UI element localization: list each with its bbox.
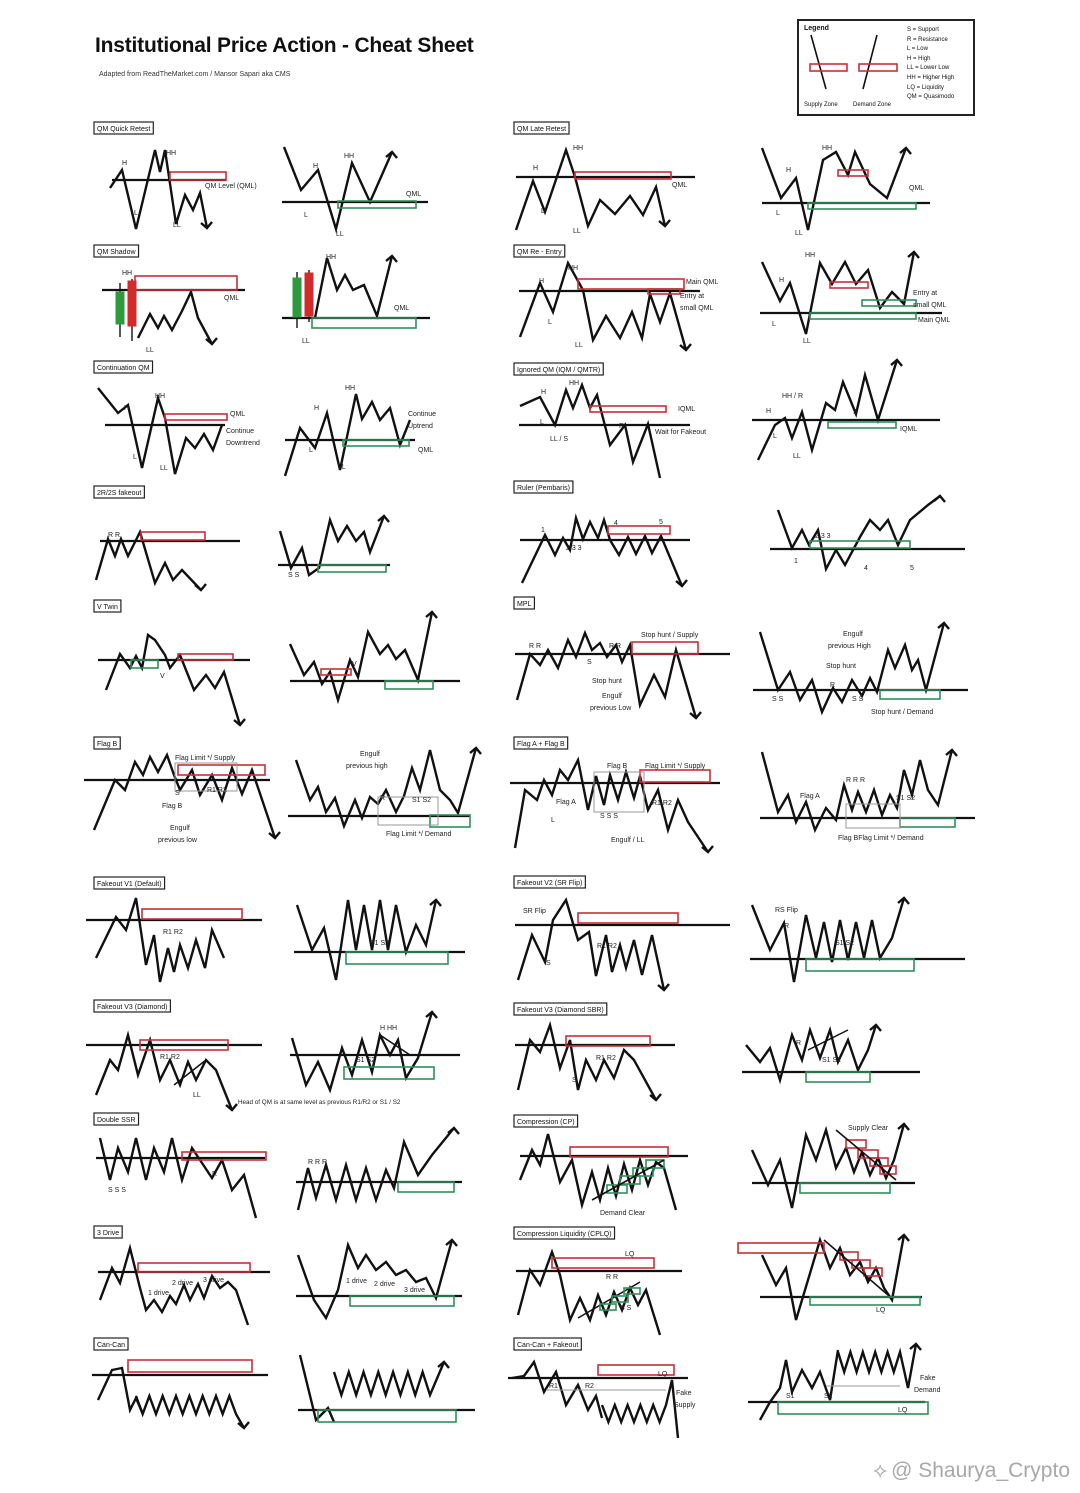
- diagram-label: H: [779, 277, 785, 284]
- price-path: [760, 1350, 838, 1420]
- price-path: [522, 518, 682, 586]
- diagram-label: previous high: [346, 763, 388, 770]
- legend-item: LQ = Liquidity: [907, 84, 944, 91]
- diagram-label: S: [853, 409, 858, 416]
- diagram-label: Stop hunt / Demand: [871, 709, 934, 716]
- section-label: V Twin: [97, 604, 118, 611]
- price-path: [96, 898, 224, 982]
- demand-zone: [312, 318, 416, 328]
- demand-zone: [880, 690, 940, 699]
- diagram-label: S: [175, 790, 180, 797]
- supply-zone: [552, 1258, 654, 1268]
- supply-zone: [128, 1360, 252, 1372]
- diagram-label: Entry at: [913, 290, 938, 297]
- diagram-label: IQML: [900, 426, 918, 433]
- section-label: QM Shadow: [97, 249, 136, 256]
- section-label: Fakeout V3 (Diamond): [97, 1004, 168, 1011]
- legend-item: LL = Lower Low: [907, 65, 950, 72]
- section-label: Fakeout V2 (SR Flip): [517, 880, 583, 887]
- price-path: [280, 516, 384, 575]
- diagram-label: HH: [166, 150, 177, 157]
- section-label: Ruler (Pembaris): [517, 485, 570, 492]
- supply-zone: [165, 414, 227, 420]
- supply-zone: [608, 526, 670, 534]
- diagram-label: LL: [146, 347, 154, 354]
- supply-zone: [142, 909, 242, 919]
- diagram-label: HH: [568, 265, 579, 272]
- diagram-label: R1 R2: [163, 929, 183, 936]
- demand-zone: [862, 300, 916, 306]
- diagram-label: L: [541, 208, 545, 215]
- diagram-label: small QML: [680, 305, 714, 312]
- diagram-label: R: [619, 423, 625, 430]
- diagram-label: LQ: [625, 1251, 635, 1258]
- price-path: [334, 1362, 444, 1395]
- diagram-label: 3 drive: [203, 1277, 225, 1284]
- section-label: Ignored QM (IQM / QMTR): [517, 367, 601, 374]
- price-path: [100, 1138, 256, 1218]
- diagram-label: Continue: [408, 411, 437, 418]
- section-label: Can-Can + Fakeout: [517, 1342, 579, 1349]
- diagram-label: LQ: [658, 1371, 668, 1378]
- diagram-label: R R: [606, 1274, 619, 1281]
- diagram-label: small QML: [913, 302, 947, 309]
- section-label: 3 Drive: [97, 1230, 120, 1237]
- price-path: [762, 148, 906, 230]
- diagram-label: Flag B: [607, 763, 628, 770]
- diagram-label: Flag A: [556, 799, 576, 806]
- diagram-label: H: [314, 405, 320, 412]
- section-label: Flag A + Flag B: [517, 741, 565, 748]
- diagram-label: HH: [345, 385, 356, 392]
- trend-line: [592, 1160, 664, 1200]
- section-label: Fakeout V3 (Diamond SBR): [517, 1007, 604, 1014]
- diagram-label: QML: [418, 447, 434, 454]
- diagram-label: H: [541, 389, 547, 396]
- diagram-label: L: [133, 454, 137, 461]
- diagram-label: Uptrend: [408, 423, 433, 430]
- diagram-label: L: [134, 210, 138, 217]
- diagram-label: Flag Limit */ Demand: [386, 831, 452, 838]
- diagram-label: previous low: [158, 837, 197, 844]
- supply-zone: [578, 279, 684, 289]
- diagram-label: QML: [224, 295, 240, 302]
- diagram-label: Flag B: [162, 803, 183, 810]
- legend-demand-label: Demand Zone: [853, 102, 892, 108]
- price-path: [106, 635, 240, 725]
- section-label: 2R/2S fakeout: [97, 490, 142, 497]
- diagram-label: LQ: [898, 1407, 908, 1414]
- diagram-label: S: [587, 659, 592, 666]
- supply-zone: [578, 913, 678, 923]
- diagram-label: HH: [805, 252, 816, 259]
- demand-zone: [806, 1072, 870, 1082]
- diagram-label: previous High: [828, 643, 871, 650]
- diagram-label: 2 drive: [374, 1281, 396, 1288]
- diagram-label: Flag Limit */ Supply: [175, 755, 236, 762]
- supply-zone: [170, 172, 226, 180]
- binance-diamond-icon: ⟡: [873, 1459, 888, 1482]
- diagram-label: S S: [620, 1305, 632, 1312]
- diagram-label: HH: [344, 153, 355, 160]
- diagram-label: LL: [803, 338, 811, 345]
- diagram-label: H: [122, 160, 128, 167]
- price-path: [520, 263, 686, 350]
- diagram-label: LL: [573, 228, 581, 235]
- diagram-label: S2: [824, 1393, 833, 1400]
- diagram-label: L: [551, 817, 555, 824]
- diagram-label: S S S: [600, 813, 618, 820]
- legend-title: Legend: [804, 25, 829, 32]
- diagram-label: H: [124, 405, 130, 412]
- diagram-label: L: [309, 447, 313, 454]
- section-label: Flag B: [97, 741, 118, 748]
- diagram-label: Supply Clear: [848, 1125, 889, 1132]
- bull-candle: [293, 278, 301, 317]
- supply-zone: [632, 642, 698, 654]
- diagram-label: S1 S2: [835, 940, 855, 947]
- diagram-label: L: [773, 433, 777, 440]
- diagram-label: S1: [786, 1393, 795, 1400]
- diagram-label: Engulf: [602, 693, 622, 700]
- price-path: [762, 252, 914, 334]
- flag-limit-box: [846, 804, 900, 828]
- diagram-label: IQML: [678, 406, 696, 413]
- diagram-label: S: [546, 960, 551, 967]
- section-label: QM Re - Entry: [517, 249, 562, 256]
- diagram-label: Demand: [914, 1387, 941, 1394]
- diagram-label: 1: [794, 558, 798, 565]
- diagram-label: R: [796, 1040, 802, 1047]
- diagram-label: S1 S2: [412, 797, 432, 804]
- demand-zone: [800, 1183, 890, 1193]
- diagram-label: Engulf: [170, 825, 190, 832]
- diagram-label: 4: [614, 520, 618, 527]
- section-label: Fakeout V1 (Default): [97, 881, 162, 888]
- diagram-label: HH: [822, 145, 833, 152]
- section-label: Double SSR: [97, 1117, 136, 1124]
- diagram-label: L: [776, 210, 780, 217]
- price-path: [778, 496, 940, 569]
- legend-item: L = Low: [907, 46, 928, 53]
- demand-zone: [398, 1182, 454, 1192]
- diagram-label: 5: [659, 519, 663, 526]
- diagram-label: S S: [772, 696, 784, 703]
- price-path: [284, 147, 392, 229]
- diagram-label: R R R: [308, 1159, 328, 1166]
- diagram-label: HH: [573, 145, 584, 152]
- price-path: [520, 385, 660, 478]
- section-label: Can-Can: [97, 1342, 126, 1349]
- price-path: [838, 1344, 916, 1388]
- diagram-label: H: [766, 408, 772, 415]
- diagram-label: 4: [864, 565, 868, 572]
- diagram-label: L: [772, 321, 776, 328]
- diagram-label: Continue: [226, 428, 255, 435]
- diagram-label: R R: [529, 643, 542, 650]
- diagram-label: H: [539, 278, 545, 285]
- diagram-label: R1 R2: [652, 800, 672, 807]
- trend-line: [836, 1130, 896, 1180]
- diagram-label: H: [313, 163, 319, 170]
- diagram-label: 1 drive: [148, 1290, 170, 1297]
- diagram-label: QML: [394, 305, 410, 312]
- diagram-label: LL / S: [550, 436, 569, 443]
- arrow-down-icon: [702, 846, 713, 852]
- legend-item: H = High: [907, 55, 931, 62]
- diagram-label: Fake: [676, 1390, 692, 1397]
- diagram-label: HH: [122, 270, 133, 277]
- price-path: [98, 388, 222, 474]
- diagram-label: Main QML: [686, 279, 719, 286]
- page-subtitle: Adapted from ReadTheMarket.com / Mansor Sapari aka CMS: [99, 71, 291, 78]
- supply-zone: [135, 276, 237, 290]
- supply-zone: [830, 282, 868, 288]
- section-label: MPL: [517, 601, 532, 608]
- diagram-label: R1 R2: [160, 1054, 180, 1061]
- diagram-label: HH / R: [782, 393, 803, 400]
- diagram-label: LL: [795, 230, 803, 237]
- diagram-label: Downtrend: [226, 440, 260, 447]
- section-label: QM Quick Retest: [97, 126, 151, 133]
- demand-zone: [806, 959, 914, 971]
- diagram-label: 3 drive: [404, 1287, 426, 1294]
- diagram-label: S1 S2: [822, 1057, 842, 1064]
- diagram-label: S S: [852, 696, 864, 703]
- supply-zone: [138, 1263, 250, 1272]
- diagram-label: Engulf / LL: [611, 837, 645, 844]
- legend-item: R = Resistance: [907, 36, 948, 43]
- diagram-label: R1: [549, 1383, 558, 1390]
- price-path: [297, 900, 436, 980]
- watermark: [873, 1459, 1070, 1483]
- diagram-label: H HH: [380, 1025, 398, 1032]
- legend-item: QM = Quasimodo: [907, 94, 955, 101]
- diagram-label: L: [304, 212, 308, 219]
- diagram-label: LL: [338, 464, 346, 471]
- price-path: [138, 292, 212, 344]
- diagram-label: R1 R2: [597, 943, 617, 950]
- arrow-up-icon: [448, 1128, 459, 1134]
- diagram-label: Entry at: [680, 293, 705, 300]
- diagram-label: Head of QM is at same level as previous R1/R2 or S1 / S2: [238, 1099, 401, 1106]
- diagram-label: LQ: [876, 1307, 886, 1314]
- supply-zone: [141, 532, 205, 540]
- section-label: QM Late Retest: [517, 126, 567, 133]
- bear-candle: [305, 273, 313, 316]
- diagram-label: Main QML: [918, 317, 951, 324]
- diagram-label: V: [160, 673, 165, 680]
- diagram-label: HH: [569, 380, 580, 387]
- diagram-label: 5: [910, 565, 914, 572]
- diagram-label: R: [212, 1171, 218, 1178]
- price-path: [516, 150, 665, 230]
- diagram-label: SR Flip: [523, 908, 546, 915]
- price-path: [300, 1355, 334, 1422]
- diagram-label: RS Flip: [775, 907, 798, 914]
- diagram-label: S: [572, 1077, 577, 1084]
- arrow-up-icon: [934, 496, 945, 502]
- supply-zone: [640, 770, 710, 782]
- demand-zone: [810, 1297, 920, 1305]
- diagram-label: QML: [672, 182, 688, 189]
- legend-supply-label: Supply Zone: [804, 102, 838, 108]
- diagram-label: Supply: [674, 1402, 696, 1409]
- demand-zone: [346, 952, 448, 964]
- demand-zone: [350, 1296, 454, 1306]
- diagram-label: S S: [288, 572, 300, 579]
- diagram-label: QML: [230, 411, 246, 418]
- diagram-label: H: [786, 167, 792, 174]
- diagram-label: QM Level (QML): [205, 183, 257, 190]
- demand-zone: [900, 818, 955, 827]
- diagram-label: LL: [793, 453, 801, 460]
- watermark-text: @ Shaurya_Crypto: [891, 1459, 1070, 1482]
- diagram-label: L: [548, 319, 552, 326]
- legend-item: HH = Higher High: [907, 74, 955, 81]
- demand-zone: [344, 1067, 434, 1079]
- diagram-label: Stop hunt / Supply: [641, 632, 699, 639]
- diagram-label: L: [540, 419, 544, 426]
- price-path: [96, 1035, 232, 1110]
- demand-zone: [385, 681, 433, 689]
- diagram-label: Stop hunt: [592, 678, 622, 685]
- diagram-label: LL: [193, 1092, 201, 1099]
- diagram-label: R: [784, 923, 790, 930]
- bull-candle: [116, 292, 124, 324]
- price-path: [290, 612, 432, 700]
- diagram-label: 1 drive: [346, 1278, 368, 1285]
- diagram-label: LL: [160, 465, 168, 472]
- price-path: [136, 1396, 244, 1428]
- price-path: [315, 256, 392, 318]
- diagram-label: QML: [909, 185, 925, 192]
- diagram-label: 2 3 3: [566, 545, 582, 552]
- demand-zone: [810, 541, 910, 548]
- diagram-label: Engulf: [360, 751, 380, 758]
- diagram-label: HH: [155, 393, 166, 400]
- diagram-label: previous Low: [590, 705, 632, 712]
- diagram-label: LL: [336, 231, 344, 238]
- diagram-label: Wait for Fakeout: [655, 429, 707, 436]
- diagram-label: R: [830, 682, 836, 689]
- price-path: [285, 394, 410, 476]
- price-path: [298, 1128, 454, 1210]
- section-label: Continuation QM: [97, 365, 150, 372]
- diagram-label: 1: [541, 527, 545, 534]
- diagram-label: Flag Limit */ Supply: [645, 763, 706, 770]
- diagram-label: 2 3 3: [815, 533, 831, 540]
- diagram-label: LL: [173, 222, 181, 229]
- diagram-label: Demand Clear: [600, 1210, 646, 1217]
- diagram-label: H: [533, 165, 539, 172]
- arrow-down-icon: [195, 584, 206, 590]
- diagram-label: S1 S2: [896, 795, 916, 802]
- diagram-label: R1 R2: [596, 1055, 616, 1062]
- demand-zone: [131, 660, 158, 668]
- diagram-label: QML: [406, 191, 422, 198]
- diagram-label: LL: [575, 342, 583, 349]
- diagram-label: 2 drive: [172, 1280, 194, 1287]
- page-title: Institutional Price Action - Cheat Sheet: [95, 34, 474, 57]
- diagram-label: Engulf: [843, 631, 863, 638]
- demand-zone: [318, 1410, 456, 1422]
- price-path: [758, 360, 897, 460]
- section-label: Compression (CP): [517, 1119, 575, 1126]
- diagram-label: R R: [609, 643, 622, 650]
- diagram-label: R: [380, 795, 386, 802]
- section-label: Compression Liquidity (CPLQ): [517, 1231, 612, 1238]
- diagram-label: R2: [585, 1383, 594, 1390]
- demand-zone: [828, 422, 896, 428]
- diagram-label: S1 S2: [370, 940, 390, 947]
- diagram-label: R R R: [846, 777, 866, 784]
- price-path: [602, 1380, 678, 1438]
- diagram-label: S S S: [108, 1187, 126, 1194]
- diagram-label: LL: [302, 338, 310, 345]
- diagram-label: V: [352, 661, 357, 668]
- legend-item: S = Support: [907, 27, 939, 33]
- diagram-label: Fake: [920, 1375, 936, 1382]
- diagram-label: S1 S2: [356, 1057, 376, 1064]
- diagram-label: Stop hunt: [826, 663, 856, 670]
- diagram-label: Flag BFlag Limit */ Demand: [838, 835, 924, 842]
- diagram-label: Flag A: [800, 793, 820, 800]
- diagram-label: R R: [108, 532, 121, 539]
- diagram-label: R1 R2: [207, 787, 227, 794]
- supply-zone: [738, 1243, 824, 1253]
- diagram-label: HH: [326, 254, 337, 261]
